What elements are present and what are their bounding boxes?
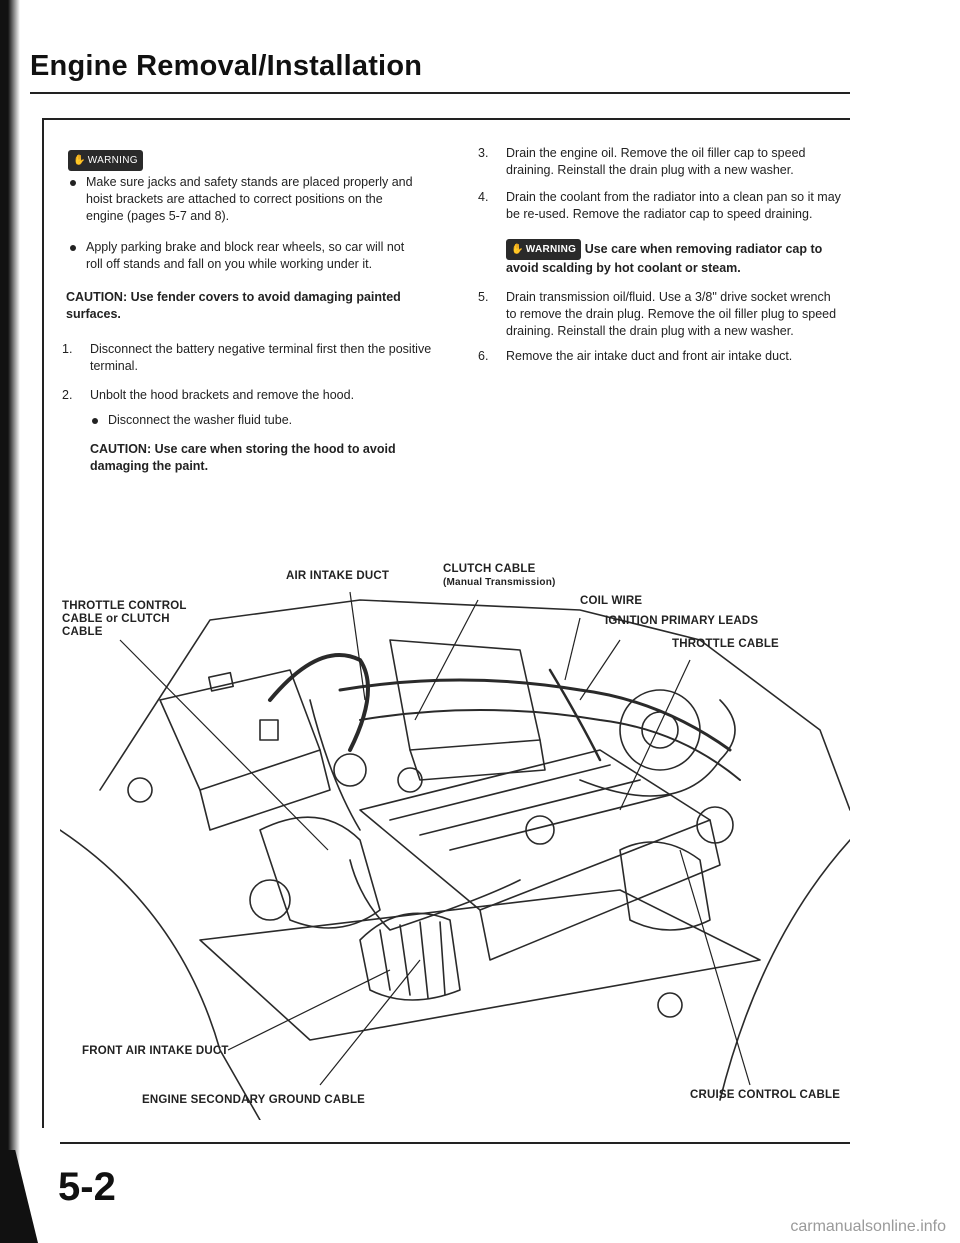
step-number: 2. bbox=[62, 388, 73, 402]
step-item: 6. Remove the air intake duct and front air intake duct. bbox=[478, 349, 793, 363]
right-column bbox=[478, 145, 843, 365]
page-number: 5-2 bbox=[58, 1165, 116, 1209]
step-number: 1. bbox=[62, 342, 73, 356]
warning-badge: ✋ WARNING bbox=[68, 150, 143, 171]
label-throttle-cable: THROTTLE CABLE bbox=[672, 638, 779, 650]
step-number: 3. bbox=[478, 146, 489, 160]
watermark: carmanualsonline.info bbox=[790, 1218, 946, 1235]
intake-manifold bbox=[260, 817, 380, 928]
valve-cover bbox=[360, 750, 710, 910]
warning-bullet: Make sure jacks and safety stands are placed properly and hoist brackets are attached to correct positions on the engine (pages 5-7 and 8). bbox=[68, 174, 416, 225]
fender-line bbox=[720, 840, 850, 1100]
leader-line bbox=[620, 660, 690, 810]
step-item: 4. Drain the coolant from the radiator into a clean pan so it may be re-used. Remove the radiator cap to speed draining. bbox=[478, 190, 841, 221]
binding-edge bbox=[0, 0, 20, 1243]
hose bbox=[270, 655, 368, 750]
step-item: 3. Drain the engine oil. Remove the oil filler cap to speed draining. Reinstall the drain plug with a new washer. bbox=[478, 146, 806, 177]
reservoir bbox=[697, 807, 733, 843]
frame-top-rule bbox=[42, 118, 850, 120]
caution-note: CAUTION: Use fender covers to avoid damaging painted surfaces. bbox=[66, 290, 401, 321]
label-engine-secondary-ground-cable: ENGINE SECONDARY GROUND CABLE bbox=[142, 1094, 366, 1106]
mount bbox=[128, 778, 152, 802]
label-clutch-cable: CLUTCH CABLE (Manual Transmission) bbox=[443, 563, 556, 588]
step-number: 5. bbox=[478, 290, 489, 304]
warning-text: Use care when removing radiator cap to avoid scalding by hot coolant or steam. bbox=[506, 241, 823, 275]
label-cruise-control-cable: CRUISE CONTROL CABLE bbox=[690, 1089, 841, 1101]
caution-note: CAUTION: Use care when storing the hood to avoid damaging the paint. bbox=[90, 442, 396, 473]
duct-ribs bbox=[380, 922, 445, 998]
leader-line bbox=[415, 600, 478, 720]
mount bbox=[658, 993, 682, 1017]
battery-terminal bbox=[260, 720, 278, 740]
leader-line bbox=[350, 592, 365, 700]
valve-cover-rib bbox=[450, 795, 670, 850]
distributor bbox=[620, 842, 710, 930]
fender-line bbox=[60, 830, 260, 1120]
warning-hand-icon: ✋ bbox=[73, 155, 86, 166]
air-intake-box bbox=[390, 640, 540, 750]
label-front-air-intake-duct: FRONT AIR INTAKE DUCT bbox=[82, 1045, 229, 1057]
label-coil-wire: COIL WIRE bbox=[580, 595, 643, 607]
warning-hand-icon: ✋ bbox=[511, 244, 524, 255]
throttle-body bbox=[398, 768, 422, 792]
step-item: 2. Unbolt the hood brackets and remove the hood. bbox=[62, 388, 355, 402]
leader-line bbox=[680, 850, 750, 1085]
page-title: Engine Removal/Installation bbox=[30, 50, 423, 82]
step-bullet: Disconnect the washer fluid tube. bbox=[90, 412, 422, 429]
bottom-rule bbox=[60, 1142, 850, 1144]
engine-bay-illustration bbox=[60, 580, 850, 1120]
battery bbox=[160, 670, 320, 790]
leader-line bbox=[565, 618, 580, 680]
step-number: 4. bbox=[478, 190, 489, 204]
frame-left-rule bbox=[42, 118, 44, 1128]
warning-block bbox=[506, 239, 843, 277]
warning-block bbox=[68, 150, 422, 171]
air-intake-box bbox=[410, 740, 545, 780]
label-air-intake-duct: AIR INTAKE DUCT bbox=[286, 570, 390, 582]
title-rule bbox=[30, 92, 850, 94]
step-item: 5. Drain transmission oil/fluid. Use a 3/8" drive socket wrench to remove the drain plug. Remove the oil filler plug to speed draining. Reinstall the drain plug with a new washer. bbox=[478, 290, 837, 338]
left-column bbox=[62, 150, 432, 475]
label-ignition-primary-leads: IGNITION PRIMARY LEADS bbox=[605, 615, 759, 627]
step-item: 1. Disconnect the battery negative terminal first then the positive terminal. bbox=[62, 342, 432, 373]
valve-cover bbox=[480, 820, 720, 960]
warning-bullet: Apply parking brake and block rear wheels, so car will not roll off stands and fall on you while working under it. bbox=[68, 239, 416, 273]
label-throttle-control-cable: THROTTLE CONTROL CABLE or CLUTCH CABLE bbox=[62, 600, 187, 638]
throttle-body bbox=[334, 754, 366, 786]
warning-badge: ✋ WARNING bbox=[506, 239, 581, 260]
step-number: 6. bbox=[478, 349, 489, 363]
leader-line bbox=[228, 970, 390, 1050]
leader-line bbox=[580, 640, 620, 700]
valve-cover-rib bbox=[420, 780, 640, 835]
